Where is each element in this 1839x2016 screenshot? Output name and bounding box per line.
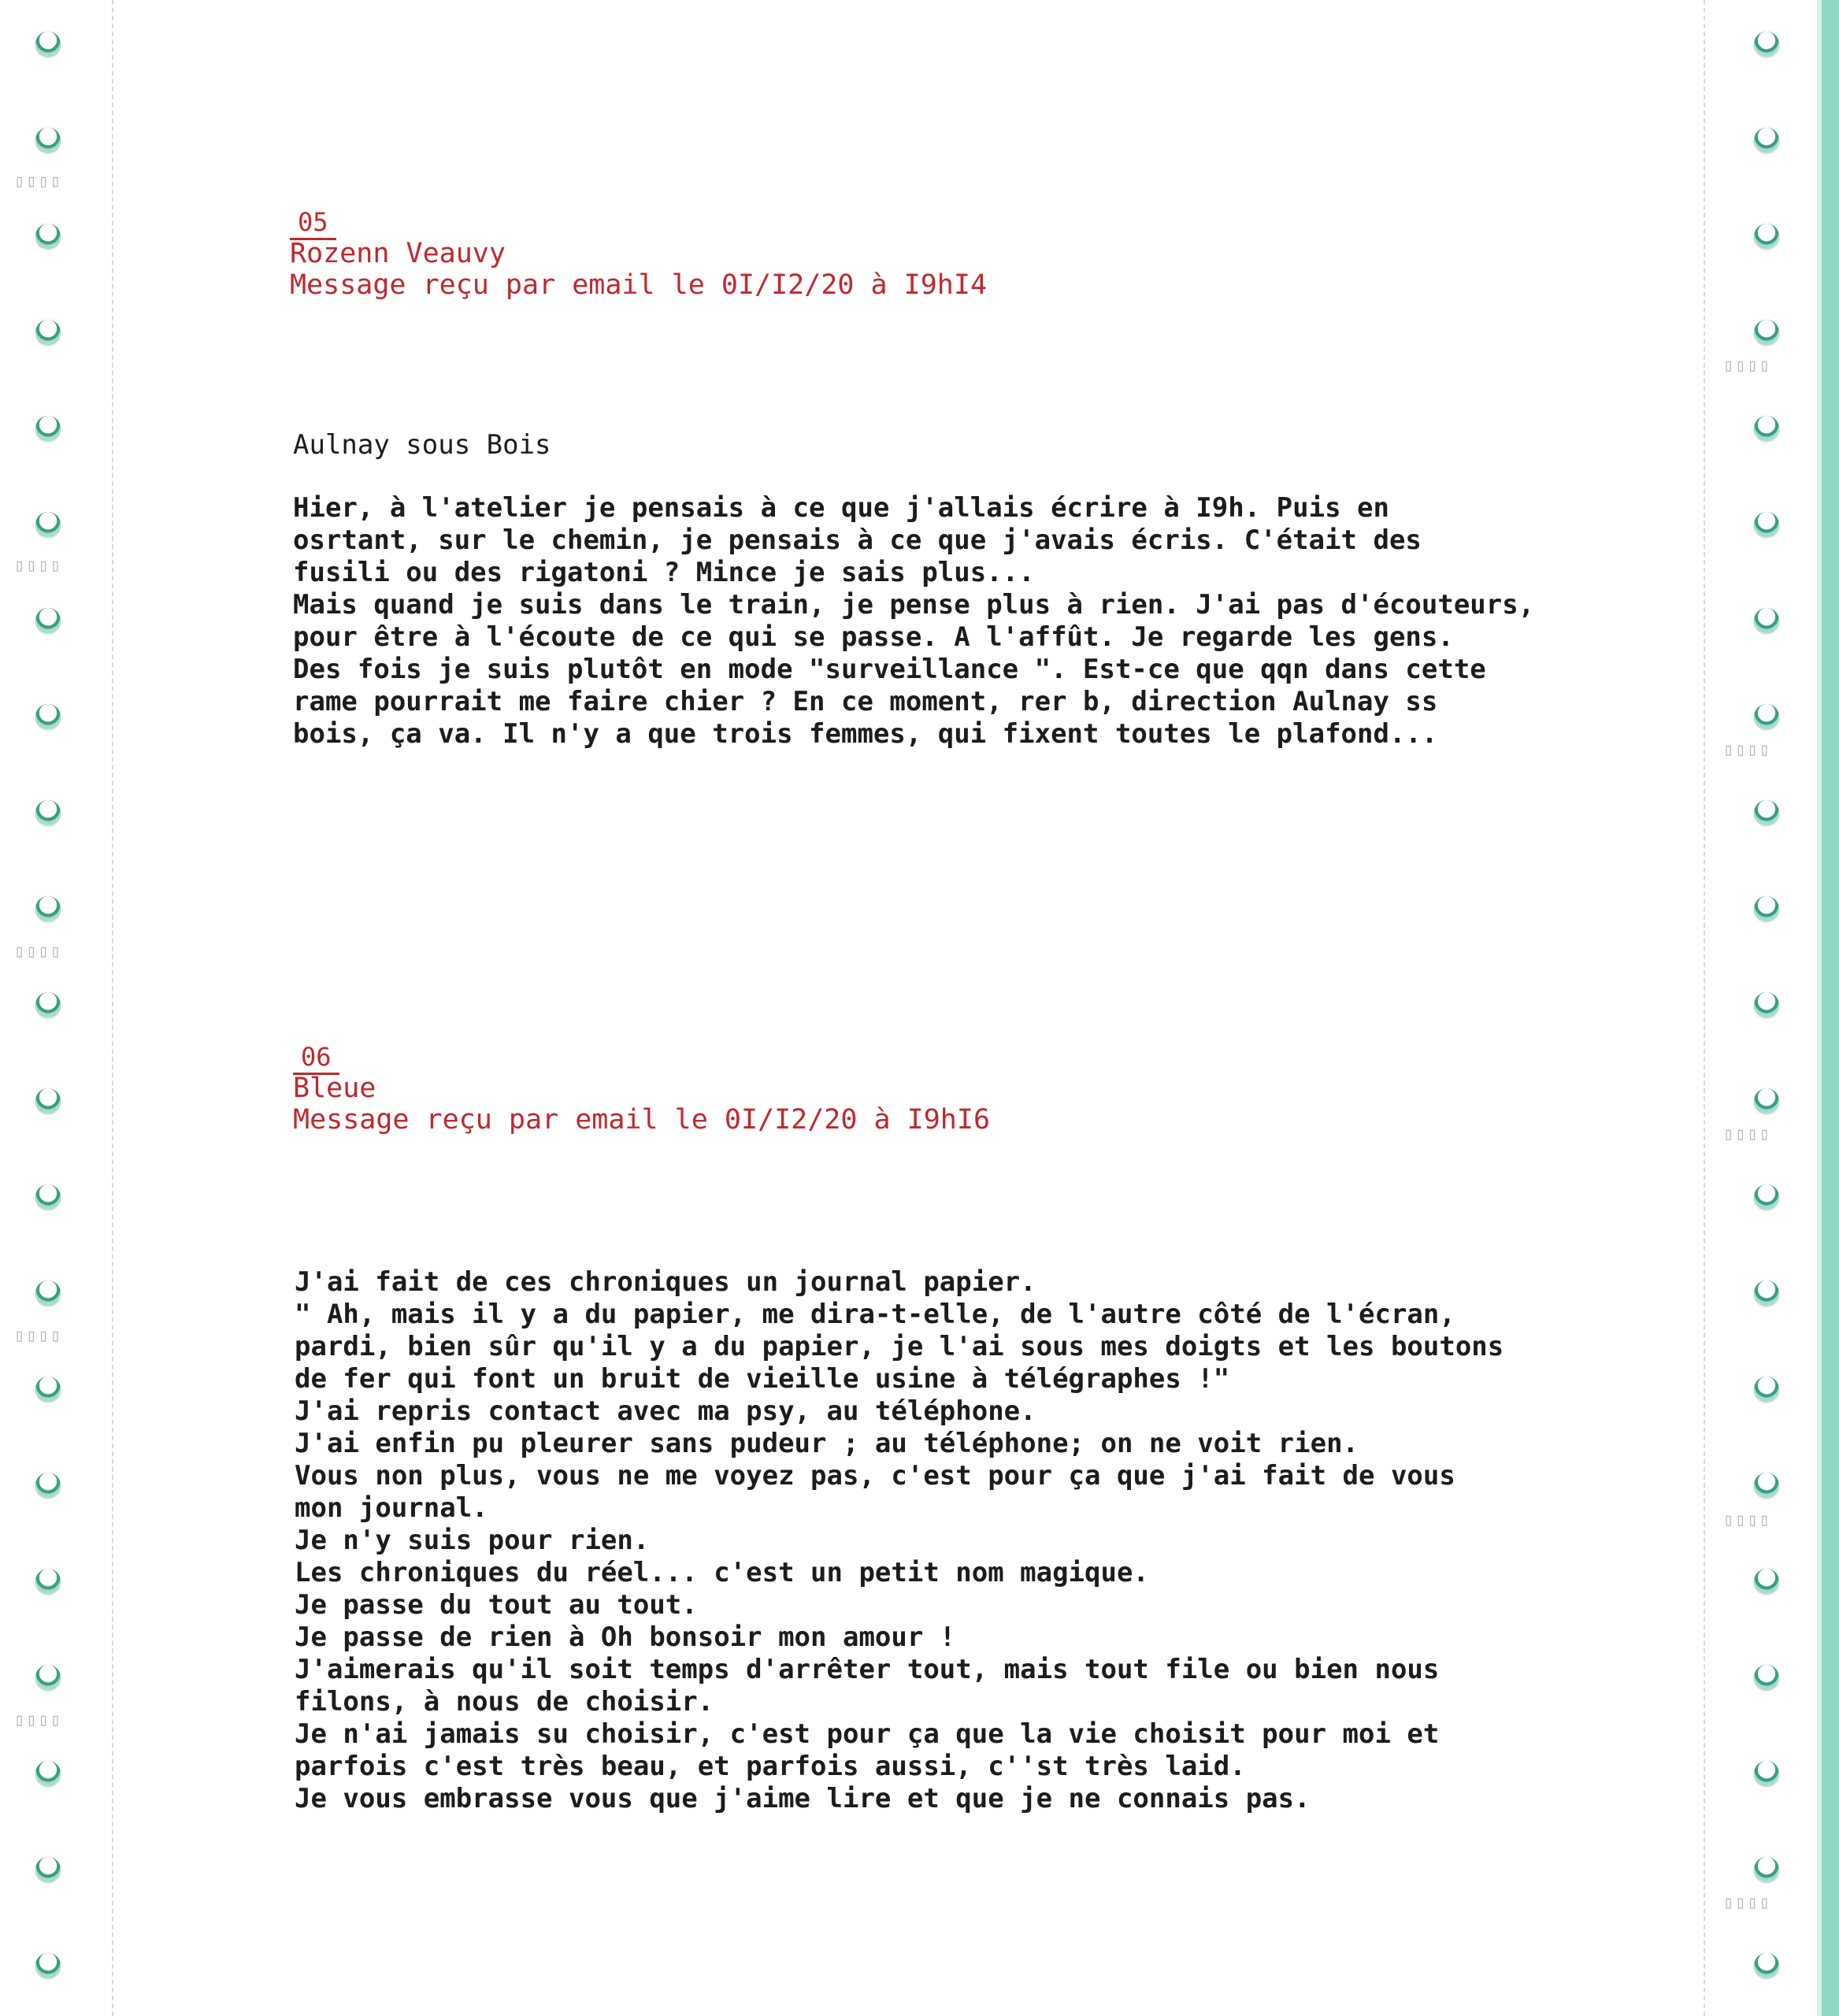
body-line: Les chroniques du réel... c'est un petit nom magique. <box>295 1557 1149 1588</box>
body-line: J'ai repris contact avec ma psy, au téléphone. <box>295 1395 1036 1427</box>
body-line: parfois c'est très beau, et parfois aussi, c''st très laid. <box>295 1751 1246 1782</box>
ink-smudge: ▯▯▯▯ <box>14 172 62 191</box>
perforation-hole <box>35 512 61 537</box>
perforation-hole <box>1754 32 1779 57</box>
perforation-hole <box>35 32 61 57</box>
ink-smudge: ▯▯▯▯ <box>14 942 62 962</box>
body-line: Mais quand je suis dans le train, je pense plus à rien. J'ai pas d'écouteurs, <box>293 589 1535 621</box>
entry-number: 05 <box>290 206 336 240</box>
perforation-hole <box>35 128 61 153</box>
perforation-hole <box>1754 1857 1779 1882</box>
perforation-hole <box>35 608 61 633</box>
entry-body <box>295 1266 1503 1815</box>
body-line: Des fois je suis plutôt en mode "surveillance ". Est-ce que qqn dans cette <box>293 654 1486 685</box>
perforation-hole <box>1754 1184 1779 1210</box>
ink-smudge: ▯▯▯▯ <box>14 1326 62 1346</box>
body-line: Je passe de rien à Oh bonsoir mon amour ! <box>295 1621 956 1653</box>
ink-smudge: ▯▯▯▯ <box>14 1710 62 1730</box>
perforation-hole <box>35 1184 61 1210</box>
body-line: J'ai fait de ces chroniques un journal papier. <box>295 1266 1036 1298</box>
body-line: de fer qui font un bruit de vieille usine à télégraphes !" <box>295 1363 1230 1395</box>
perforation-hole <box>1754 1473 1779 1498</box>
left-perforation-line <box>112 0 113 2016</box>
body-line: osrtant, sur le chemin, je pensais à ce que j'avais écris. C'était des <box>293 524 1422 556</box>
right-edge-band <box>1822 0 1839 2016</box>
body-line: J'aimerais qu'il soit temps d'arrêter tout, mais tout file ou bien nous <box>295 1654 1440 1685</box>
body-line: filons, à nous de choisir. <box>295 1686 714 1718</box>
entry-body <box>293 492 1534 750</box>
entry-header <box>290 206 987 301</box>
ink-smudge: ▯▯▯▯ <box>1723 356 1771 376</box>
perforation-hole <box>1754 704 1779 729</box>
perforation-hole <box>1754 320 1779 345</box>
body-line: Hier, à l'atelier je pensais à ce que j'allais écrire à I9h. Puis en <box>293 492 1389 524</box>
ink-smudge: ▯▯▯▯ <box>1723 1510 1771 1530</box>
ink-smudge: ▯▯▯▯ <box>14 556 62 576</box>
perforation-hole <box>35 704 61 729</box>
perforation-hole <box>1754 992 1779 1017</box>
perforation-hole <box>1754 800 1779 825</box>
body-line: Vous non plus, vous ne me voyez pas, c'est pour ça que j'ai fait de vous <box>295 1460 1455 1492</box>
body-line: Je n'ai jamais su choisir, c'est pour ça que la vie choisit pour moi et <box>295 1718 1440 1750</box>
body-line: rame pourrait me faire chier ? En ce moment, rer b, direction Aulnay ss <box>293 686 1438 717</box>
ink-smudge: ▯▯▯▯ <box>1723 1125 1771 1144</box>
perforation-hole <box>1754 1953 1779 1978</box>
perforation-hole <box>1754 1377 1779 1402</box>
body-line: pour être à l'écoute de ce qui se passe. A l'affût. Je regarde les gens. <box>293 621 1454 653</box>
entry-received-line: Message reçu par email le 0I/I2/20 à I9hI6 <box>293 1104 991 1136</box>
entry-author: Rozenn Veauvy <box>290 238 506 269</box>
entry-place <box>293 429 551 461</box>
place-line: Aulnay sous Bois <box>293 429 551 461</box>
perforation-hole <box>1754 512 1779 537</box>
entry-author: Bleue <box>293 1073 376 1104</box>
ink-smudge: ▯▯▯▯ <box>1723 740 1771 760</box>
ink-smudge: ▯▯▯▯ <box>1723 1893 1771 1913</box>
entry-header <box>293 1041 990 1136</box>
body-line: pardi, bien sûr qu'il y a du papier, je l'ai sous mes doigts et les boutons <box>295 1331 1504 1362</box>
perforation-hole <box>1754 608 1779 633</box>
body-line: Je vous embrasse vous que j'aime lire et que je ne connais pas. <box>295 1783 1311 1814</box>
perforation-hole <box>35 1569 61 1594</box>
body-line: Je n'y suis pour rien. <box>295 1525 650 1556</box>
perforation-hole <box>35 320 61 345</box>
perforation-hole <box>1754 1088 1779 1114</box>
perforation-hole <box>35 1953 61 1978</box>
perforation-hole <box>35 416 61 441</box>
perforation-hole <box>35 896 61 921</box>
perforation-hole <box>35 1473 61 1498</box>
perforation-hole <box>35 992 61 1017</box>
body-line: fusili ou des rigatoni ? Mince je sais plus... <box>293 557 1035 588</box>
perforation-hole <box>1754 1280 1779 1306</box>
perforation-hole <box>35 1280 61 1306</box>
body-line: bois, ça va. Il n'y a que trois femmes, qui fixent toutes le plafond... <box>293 718 1438 750</box>
perforation-hole <box>1754 896 1779 921</box>
body-line: mon journal. <box>295 1492 488 1524</box>
perforation-hole <box>35 1761 61 1786</box>
perforation-hole <box>1754 1569 1779 1594</box>
perforation-hole <box>35 1377 61 1402</box>
perforation-hole <box>1754 1665 1779 1690</box>
right-perforation-line <box>1704 0 1705 2016</box>
body-line: Je passe du tout au tout. <box>295 1589 698 1621</box>
body-line: " Ah, mais il y a du papier, me dira-t-elle, de l'autre côté de l'écran, <box>295 1299 1455 1330</box>
perforation-hole <box>1754 128 1779 153</box>
entry-number: 06 <box>293 1041 339 1075</box>
perforation-hole <box>35 1088 61 1114</box>
perforation-hole <box>1754 1761 1779 1786</box>
entry-received-line: Message reçu par email le 0I/I2/20 à I9hI4 <box>290 269 988 301</box>
perforation-hole <box>1754 224 1779 249</box>
perforation-hole <box>1754 416 1779 441</box>
body-line: J'ai enfin pu pleurer sans pudeur ; au téléphone; on ne voit rien. <box>295 1428 1359 1459</box>
perforation-hole <box>35 224 61 249</box>
perforation-hole <box>35 800 61 825</box>
perforation-hole <box>35 1857 61 1882</box>
perforation-hole <box>35 1665 61 1690</box>
